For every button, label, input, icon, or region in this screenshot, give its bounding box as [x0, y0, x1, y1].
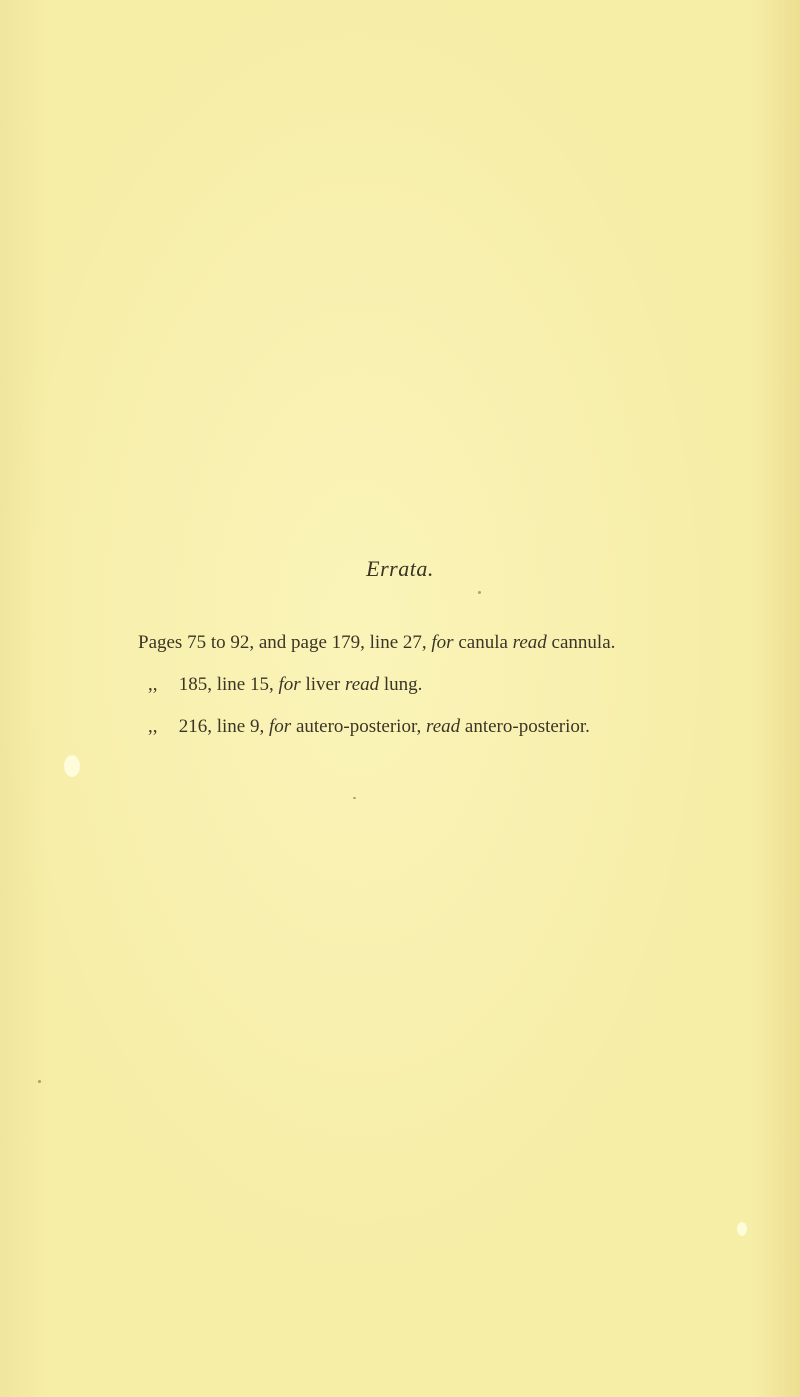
errata-title: Errata. [366, 556, 434, 581]
wrong-term: autero-posterior, [295, 716, 422, 737]
entry-reference: 216, line 9, [178, 716, 265, 737]
for-word: for [431, 632, 454, 653]
errata-entry [148, 674, 422, 696]
paper-stain [737, 1222, 747, 1236]
errata-entry [138, 632, 615, 654]
correct-term: antero-posterior. [464, 716, 590, 737]
read-word: read [345, 674, 380, 695]
entry-reference: Pages 75 to 92, and page 179, line 27, [138, 632, 427, 653]
paper-speck [38, 1080, 41, 1083]
read-word: read [512, 632, 547, 653]
paper-stain [64, 755, 80, 777]
correct-term: lung. [383, 674, 423, 695]
wrong-term: liver [305, 674, 341, 695]
entry-reference: 185, line 15, [178, 674, 274, 695]
ditto-mark: ,, [148, 674, 158, 695]
read-word: read [426, 716, 461, 737]
for-word: for [278, 674, 301, 695]
errata-entry [148, 716, 590, 738]
ditto-mark: ,, [148, 716, 158, 737]
wrong-term: canula [458, 632, 508, 653]
paper-speck [478, 591, 481, 594]
paper-speck [353, 797, 356, 799]
correct-term: cannula. [551, 632, 616, 653]
for-word: for [269, 716, 292, 737]
